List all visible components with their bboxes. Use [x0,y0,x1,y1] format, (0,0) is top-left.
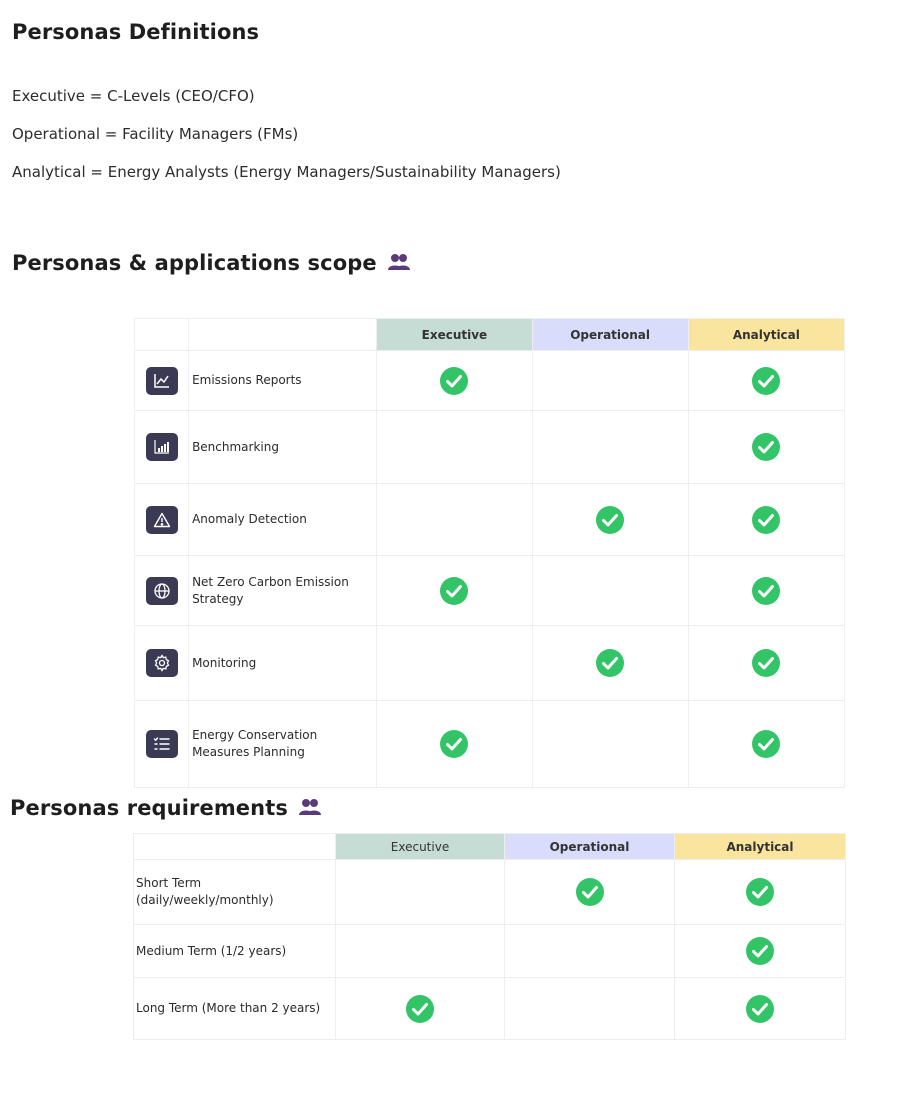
req-header-executive: Executive [336,834,505,860]
check-icon [439,366,469,396]
check-icon [439,729,469,759]
scope-row [135,484,845,556]
check-icon [439,576,469,606]
scope-header-operational: Operational [532,319,688,351]
check-icon [751,648,781,678]
empty-cell [532,701,688,788]
check-cell [675,978,846,1040]
definition-executive: Executive = C-Levels (CEO/CFO) [12,87,255,105]
app-label: Anomaly Detection [192,512,307,526]
gear-icon [146,649,178,677]
scope-row [135,626,845,701]
check-icon [405,994,435,1024]
scope-row [135,351,845,411]
app-label: Monitoring [192,655,257,670]
check-cell [688,351,844,411]
check-icon [751,729,781,759]
scope-title [12,251,411,277]
check-icon [751,576,781,606]
scope-row [135,701,845,788]
empty-cell [532,411,688,484]
req-label: Short Term (daily/weekly/monthly) [136,876,274,907]
check-icon [751,366,781,396]
bar-chart-icon [146,433,178,461]
scope-header-blank-label [189,319,377,351]
scope-table [134,318,845,788]
check-cell [688,701,844,788]
empty-cell [505,978,675,1040]
check-cell [505,860,675,925]
definition-analytical: Analytical = Energy Analysts (Energy Managers/Sustainability Managers) [12,163,561,181]
empty-cell [377,411,532,484]
scope-header-executive: Executive [377,319,532,351]
people-icon [387,252,411,277]
app-label: Benchmarking [192,439,279,454]
req-label: Long Term (More than 2 years) [136,1001,321,1015]
check-icon [745,877,775,907]
scope-row [135,411,845,484]
check-cell [377,701,532,788]
requirements-title [10,796,322,822]
check-cell [377,556,532,626]
check-cell [336,978,505,1040]
empty-cell [377,484,532,556]
empty-cell [336,925,505,978]
check-icon [751,505,781,535]
empty-cell [336,860,505,925]
check-cell [688,411,844,484]
check-cell [688,484,844,556]
check-cell [675,925,846,978]
check-cell [688,626,844,701]
definition-operational: Operational = Facility Managers (FMs) [12,125,299,143]
scope-row [135,556,845,626]
people-icon [298,797,322,822]
req-header-analytical: Analytical [675,834,846,860]
check-icon [575,877,605,907]
check-cell [377,351,532,411]
line-chart-icon [146,367,178,395]
scope-header-blank-icon [135,319,189,351]
checklist-icon [146,730,178,758]
check-cell [675,860,846,925]
req-header-blank [134,834,336,860]
check-cell [688,556,844,626]
req-row [134,978,846,1040]
definitions-title: Personas Definitions [12,20,260,44]
app-label: Emissions Reports [192,373,302,387]
req-row [134,860,846,925]
check-icon [595,505,625,535]
check-icon [595,648,625,678]
req-label: Medium Term (1/2 years) [136,943,287,958]
empty-cell [505,925,675,978]
app-label: Energy Conservation Measures Planning [192,728,318,759]
check-cell [532,484,688,556]
check-icon [751,432,781,462]
empty-cell [532,556,688,626]
check-icon [745,936,775,966]
requirements-table [133,833,846,1040]
globe-icon [146,577,178,605]
scope-header-analytical: Analytical [688,319,844,351]
req-header-operational: Operational [505,834,675,860]
requirements-title-text: Personas requirements [10,796,288,820]
warning-icon [146,506,178,534]
check-icon [745,994,775,1024]
check-cell [532,626,688,701]
scope-title-text: Personas & applications scope [12,251,377,275]
app-label: Net Zero Carbon Emission Strategy [192,574,349,606]
req-row [134,925,846,978]
empty-cell [532,351,688,411]
empty-cell [377,626,532,701]
